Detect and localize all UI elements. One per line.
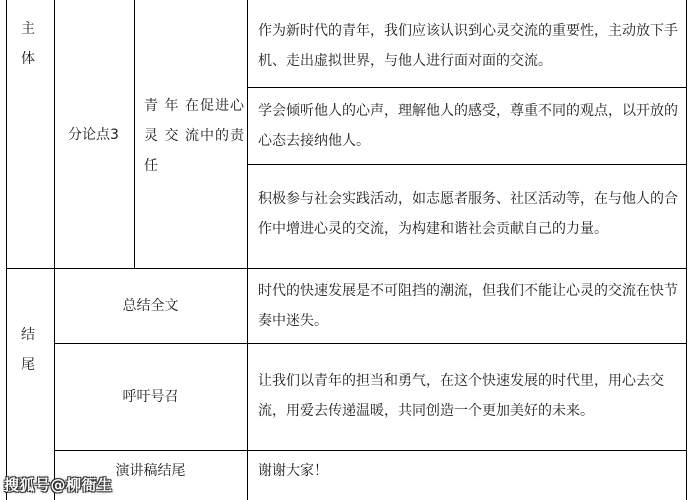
- topic-text: 青 年 在促进心灵 交 流中的责任: [144, 98, 244, 174]
- grid-line: [686, 0, 687, 500]
- section-label-body: 主 体: [21, 21, 35, 67]
- grid-line: [6, 268, 687, 269]
- closing-text: 谢谢大家！: [258, 463, 328, 479]
- grid-line: [247, 164, 687, 165]
- paragraph-1: 作为新时代的青年，我们应该认识到心灵交流的重要性，主动放下手机、走出虚拟世界，与他人进行面对面的交流。: [258, 23, 678, 69]
- grid-line: [247, 0, 248, 500]
- grid-line: [134, 0, 135, 268]
- summary-text: 时代的快速发展是不可阻挡的潮流，但我们不能让心灵的交流在快节奏中迷失。: [258, 283, 678, 329]
- grid-line: [247, 87, 687, 88]
- grid-line: [6, 0, 7, 500]
- paragraph-2: 学会倾听他人的心声，理解他人的感受，尊重不同的观点，以开放的心态去接纳他人。: [258, 103, 678, 149]
- grid-line: [54, 450, 687, 451]
- watermark: 搜狐号@柳衙生: [4, 476, 113, 494]
- paragraph-3: 积极参与社会实践活动，如志愿者服务、社区活动等，在与他人的合作中增进心灵的交流，为构建和谐社会贡献自己的力量。: [258, 191, 678, 237]
- appeal-title: 呼吁号召: [122, 389, 179, 405]
- grid-line: [54, 343, 687, 344]
- section-label-ending: 结 尾: [21, 327, 35, 373]
- closing-title: 演讲稿结尾: [115, 463, 186, 479]
- grid-line: [54, 0, 55, 500]
- sub-point-label: 分论点3: [68, 127, 119, 143]
- appeal-text: 让我们以青年的担当和勇气，在这个快速发展的时代里，用心去交流，用爱去传递温暖，共同创造一个更加美好的未来。: [258, 373, 664, 419]
- summary-title: 总结全文: [122, 298, 179, 314]
